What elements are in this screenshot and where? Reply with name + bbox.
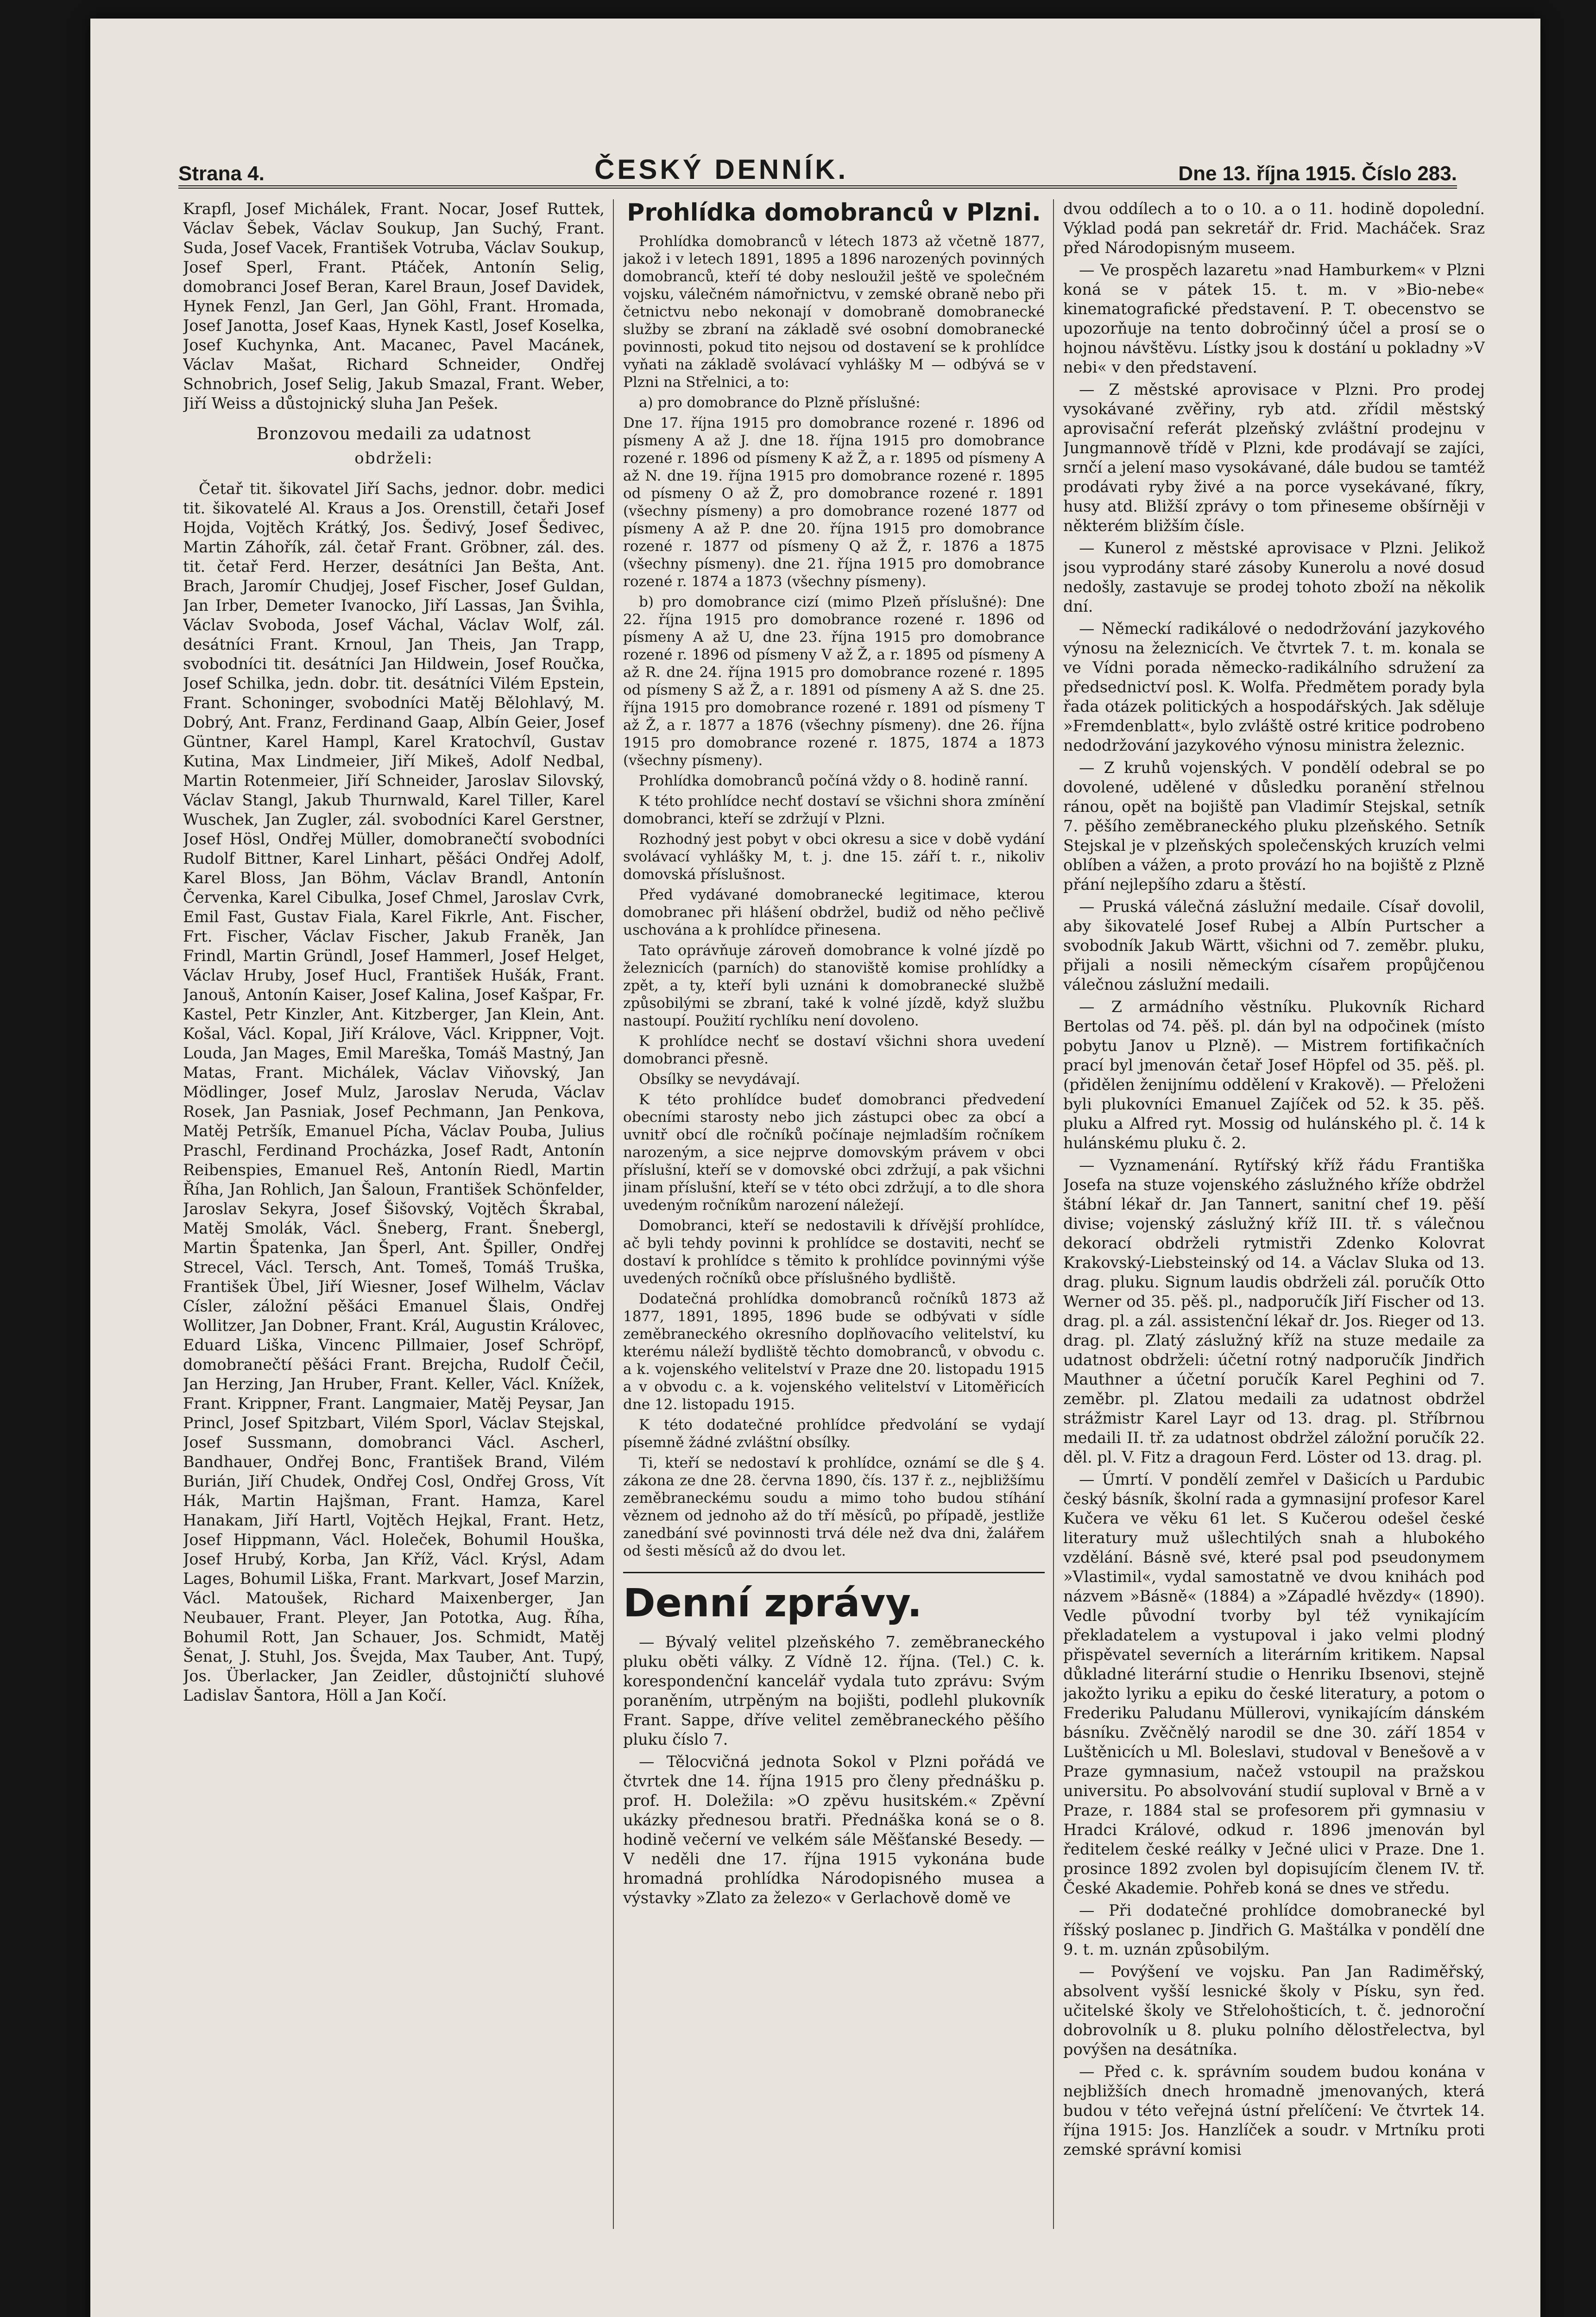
article-paragraph: Obsílky se nevydávají. (639, 1071, 801, 1088)
newspaper-page (90, 19, 1540, 2317)
column-2 (623, 199, 1045, 2285)
schedule-list: Dne 17. října 1915 pro domobrance rozené r. 1896 od písmeny A až J. dne 18. října 1915 pro domobrance rozené r. 1896 od písmeny K až Ž, a r. 1895 od písmeny A až N. dne 19. října 1915 pro domobrance rozené r. 1895 od písmeny O až Ž, pro domobrance rozené r. 1891 (všechny písmeny) a pro domobrance rozené 1877 od písmeny A až P. dne 20. října 1915 pro domobrance rozené r. 1877 od písmeny Q až Ž, r. 1876 a 1875 (všechny písmeny). dne 21. října 1915 pro domobrance rozené r. 1874 a 1873 (všechny písmeny). (623, 415, 1045, 590)
column-1 (183, 199, 605, 2285)
article-paragraph: Tato oprávňuje zároveň domobrance k volné jízdě po železnicích (parních) do stanoviště komise prohlídky a zpět, a ty, kteří byli uznáni k domobranecké službě způsobilými se zbraní, také k volné jízdě, když službu nastoupí. Použití rychlíku není dovoleno. (623, 942, 1045, 1029)
article-paragraph: Rozhodný jest pobyt v obci okresu a sice v době vydání svolávací vyhlášky M, t. j. dne 15. září t. r., nikoliv domovská příslušnost. (623, 831, 1045, 883)
article-paragraph: Prohlídka domobranců v létech 1873 až včetně 1877, jakož i v letech 1891, 1895 a 1896 narozených povinných domobranců, kteří té doby nesloužil ještě ve společném vojsku, válečném námořnictvu, v zemské obraně nebo při četnictvu nebo nekonají v domobraně domobranecké služby se zbraní na základě své osobní domobranecké povinnosti, pokud tito nejsou od dostavení se k prohlídce vyňati na základě svolávací vyhlášky M — odbývá se v Plzni na Střelnici, a to: (623, 233, 1045, 391)
news-item: — Bývalý velitel plzeňského 7. zeměbraneckého pluku oběti války. Z Vídně 12. října. (Tel.) C. k. korespondenční kancelář vydala tuto zprávu: Svým poraněním, utrpěným na bojišti, podlehl plukovník Frant. Sappe, dříve velitel zeměbraneckého pěšího pluku číslo 7. (623, 1633, 1045, 1748)
article-heading: Prohlídka domobranců v Plzni. (627, 199, 1041, 227)
news-item: — Německí radikálové o nedodržování jazykového výnosu na železnicích. Ve čtvrtek 7. t. m. konala se ve Vídni porada německo-radikálního sdružení za předsednictví posl. K. Wolfa. Předmětem porady byla řada otázek politických a hospodářských. Jak sděluje »Fremdenblatt«, bylo zvláště ostré kritice podrobeno nedodržování jazykového výnosu ministra železnic. (1063, 620, 1485, 754)
article-paragraph: a) pro domobrance do Plzně příslušné: (639, 394, 921, 411)
masthead (178, 153, 1457, 189)
news-item: — Z kruhů vojenských. V pondělí odebral se po dovolené, udělené v důsledku poranění střelnou ránou, opět na bojiště pan Vladimír Stejskal, setník 7. pěšího zeměbraneckého pluku plzeňského. Setník Stejskal je v plzeňských společenských kruzích velmi oblíben a vážen, a proto provází ho na bojiště z Plzně přání nejlepšího zdaru a štěstí. (1063, 759, 1485, 893)
page-number: Strana 4. (178, 162, 265, 185)
news-item: dvou oddílech a to o 10. a o 11. hodině dopolední. Výklad podá pan sekretář dr. Frid. Macháček. Sraz před Národopisným museem. (1063, 200, 1485, 257)
medal-names-list: Četař tit. šikovatel Jiří Sachs, jednor. dobr. medici tit. šikovatelé Al. Kraus a Jos. Orenstill, četaři Josef Hojda, Vojtěch Krátký, Jos. Šedivý, Josef Šedivec, Martin Záhořík, zál. četař Frant. Gröbner, zál. des. tit. četař Ferd. Herzer, desátníci Jan Bešta, Ant. Brach, Jaromír Chudjej, Josef Fischer, Josef Guldan, Jan Irber, Demeter Ivanocko, Jiří Lassas, Jan Švihla, Václav Svoboda, Josef Váchal, Václav Wolf, zál. desátníci Frant. Krnoul, Jan Theis, Jan Trapp, svobodníci tit. desátníci Jan Hildwein, Josef Roučka, Josef Schilka, jedn. dobr. tit. desátníci Vilém Epstein, Frant. Schoninger, svobodníci Matěj Bělohlavý, M. Dobrý, Ant. Franz, Ferdinand Gaap, Albín Geier, Josef Güntner, Karel Hampl, Karel Kratochvíl, Gustav Kutina, Max Lindmeier, Jiří Mikeš, Adolf Nedbal, Martin Rotenmeier, Jiří Schneider, Jaroslav Silovský, Václav Stangl, Jakub Thurnwald, Karel Tiller, Karel Wuschek, Jan Zugler, zál. svobodníci Karel Gerstner, Josef Hösl, Ondřej Müller, domobranečtí svobodníci Rudolf Bittner, Karel Linhart, pěšáci Ondřej Adolf, Karel Bloss, Jan Böhm, Václav Brandl, Antonín Červenka, Karel Cibulka, Josef Chmel, Jaroslav Cvrk, Emil Fast, Gustav Fiala, Karel Fikrle, Ant. Fischer, Frt. Fischer, Václav Fischer, Jakub Franěk, Jan Frindl, Martin Gründl, Josef Hammerl, Josef Helget, Václav Hruby, Josef Hucl, František Hušák, Frant. Janouš, Antonín Kaiser, Josef Kalina, Josef Kašpar, Fr. Kastel, Petr Kinzler, Ant. Kitzberger, Jan Klein, Ant. Košal, Václ. Kopal, Jiří Králove, Václ. Krippner, Vojt. Louda, Jan Mages, Emil Mareška, Tomáš Mastný, Jan Matas, Frant. Michálek, Václav Viňovský, Jan Mödlinger, Josef Mulz, Jaroslav Neruda, Václav Rosek, Jan Pasniak, Josef Pechmann, Jan Penkova, Matěj Petršík, Emanuel Pícha, Václav Pouba, Julius Praschl, Ferdinand Procházka, Josef Radt, Antonín Reibenspies, Emanuel Reš, Antonín Riedl, Martin Říha, Jan Rohlich, Jan Šaloun, František Schönfelder, Jaroslav Sekyra, Josef Šišovský, Vojtěch Škrabal, Matěj Smolák, Václ. Šneberg, Frant. Šnebergl, Martin Špatenka, Jan Šperl, Ant. Špiller, Ondřej Strecel, Václ. Tersch, Ant. Tomeš, Tomáš Truška, František Übel, Jiří Wiesner, Josef Wilhelm, Václav Císler, záložní pěšáci Emanuel Šlais, Ondřej Wollitzer, Jan Dobner, Frant. Král, Augustin Královec, Eduard Liška, Vincenc Pillmaier, Josef Schröpf, domobranečtí pěšáci Frant. Brejcha, Rudolf Čečil, Jan Herzing, Jan Hruber, Frant. Keller, Václ. Knížek, Frant. Krippner, Frant. Langmaier, Matěj Peysar, Jan Princl, Josef Spitzbart, Vilém Sporl, Václav Stejskal, Josef Sussmann, domobranci Václ. Ascherl, Bandhauer, Ondřej Bonc, František Brand, Vilém Burián, Jiří Chudek, Ondřej Cosl, Ondřej Gross, Vít Hák, Martin Hajšman, Frant. Hamza, Karel Hanakam, Jiří Hartl, Vojtěch Hejkal, Frant. Hetz, Josef Hippmann, Václ. Holeček, Bohumil Houška, Josef Hrubý, Korba, Jan Kříž, Václ. Krýsl, Adam Lages, Bohumil Liška, Frant. Markvart, Josef Marzin, Václ. Matoušek, Richard Maixenberger, Jan Neubauer, Frant. Pleyer, Jan Pototka, Aug. Říha, Bohumil Rott, Jan Schauer, Jos. Schmidt, Matěj Šenat, J. Stuhl, Jos. Švejda, Max Tauber, Ant. Tupý, Jos. Überlacker, Jan Zeidler, důstojničtí sluhové Ladislav Šantora, Höll a Jan Kočí. (183, 480, 605, 1704)
article-paragraph: Dodatečná prohlídka domobranců ročníků 1873 až 1877, 1891, 1895, 1896 bude se odbývati v sídle zeměbraneckého okresního doplňovacího velitelství, ku kterému náleží bydliště těchto domobranců, v obvodu c. a k. vojenského velitelství v Praze dne 20. listopadu 1915 a v obvodu c. a k. vojenského velitelství v Litoměřicích dne 12. listopadu 1915. (623, 1291, 1045, 1413)
article-paragraph: Domobranci, kteří se nedostavili k dřívější prohlídce, ač byli tehdy povinni k prohlídce se dostaviti, nechť se dostaví k prohlídce s těmito k prohlídce povinnými výše uvedených ročníků obce příslušného bydliště. (623, 1217, 1045, 1287)
section-rule (623, 1572, 1045, 1573)
news-item: — Tělocvičná jednota Sokol v Plzni pořádá ve čtvrtek dne 14. října 1915 pro členy přednášku p. prof. H. Doležila: »O zpěvu husitském.« Zpěvní ukázky přednesou bratři. Přednáška koná se o 8. hodině večerní ve velkém sále Měšťanské Besedy. — V neděli dne 17. října 1915 vykonána bude hromadná prohlídka Národopisného musea a výstavky »Zlato za železo« v Gerlachově domě ve (623, 1753, 1045, 1907)
news-item: — Před c. k. správním soudem budou konána v nejbližších dnech hromadně jmenovaných, která budou v této veřejná ústní přelíčení: Ve čtvrtek 14. října 1915: Jos. Hanzlíček a soudr. v Mrtníku proti zemské správní komisi (1063, 2063, 1485, 2159)
news-item: — Kunerol z městské aprovisace v Plzni. Jelikož jsou vyprodány staré zásoby Kunerolu a nové dosud nedošly, zastavuje se prodej tohoto zboží na několik dní. (1063, 539, 1485, 615)
schedule-list: b) pro domobrance cizí (mimo Plzeň příslušné): Dne 22. října 1915 pro domobrance rozené r. 1896 od písmeny A až U, dne 23. října 1915 pro domobrance rozené r. 1896 od písmeny V až Ž, a r. 1895 od písmeny A až R. dne 24. října 1915 pro domobrance rozené r. 1895 od písmeny S až Ž, a r. 1891 od písmeny A až S. dne 25. října 1915 pro domobrance rozené r. 1891 od písmeny T až Ž, a r. 1877 a 1876 (všechny písmeny). dne 26. října 1915 pro domobrance rozené r. 1875, 1874 a 1873 (všechny písmeny). (623, 594, 1045, 769)
medal-heading: Bronzovou medaili za udatnost (256, 424, 531, 443)
news-item: — Ve prospěch lazaretu »nad Hamburkem« v Plzni koná se v pátek 15. t. m. v »Bio-nebe« kinematografické představení. P. T. obecenstvo se upozorňuje na tento dobročinný účel a prosí se o hojnou návštěvu. Lístky jsou k dostání u pokladny »V nebi« v den představení. (1063, 261, 1485, 376)
article-paragraph: K této prohlídce budeť domobranci předvedení obecními starosty nebo jich zástupci obec za obcí a uvnitř obcí dle ročníků počínaje nejmladším ročníkem narozeným, a sice nejprve domovským právem v obci příslušní, kteří se v domovské obci zdržují, a pak všichni jinam příslušní, kteří se v této obci zdržují, a to dle shora uvedeným ročníkům narození náležejí. (623, 1091, 1045, 1214)
article-paragraph: K této dodatečné prohlídce předvolání se vydají písemně žádné zvláštní obsílky. (623, 1417, 1045, 1451)
article-paragraph: K této prohlídce nechť dostaví se všichni shora zmínění domobranci, kteří se zdržují v Plzni. (623, 793, 1045, 827)
news-item: — Vyznamenání. Rytířský kříž řádu Františka Josefa na stuze vojenského záslužného kříže obdržel štábní lékař dr. Jan Tannert, sanitní chef 19. pěší divise; vojenský záslužný kříž III. tř. s válečnou dekorací obdrželi rytmistři Zdenko Kolovrat Krakovský-Liebsteinský od 14. a Václav Sluka od 13. drag. pluku. Signum laudis obdrželi zál. poručík Otto Werner od 35. pěš. pl., nadporučík Jiří Fischer od 13. drag. pl. a zál. assistenční lékař dr. Jos. Rieger od 13. drag. pl. Zlatý záslužný kříž na stuze medaile za udatnost obdrželi: účetní rotný nadporučík Jindřich Mauthner a účetní poručík Karel Peghini od 7. zeměbr. pl. Zlatou medaili za udatnost obdržel strážmistr Karel Layr od 13. drag. pl. Stříbrnou medaili II. tř. za udatnost obdržel záložní poručík 22. děl. pl. V. Fitz a dragoun Ferd. Löster od 13. drag. pl. (1063, 1156, 1485, 1466)
news-item: — Povýšení ve vojsku. Pan Jan Radiměřský, absolvent vyšší lesnické školy v Písku, syn řed. učitelské školy ve Střelohošticích, t. č. jednoroční dobrovolník u 8. pluku polního dělostřelectva, byl povýšen na desátníka. (1063, 1962, 1485, 2058)
column-3 (1063, 199, 1485, 2285)
medal-subheading: obdrželi: (354, 449, 433, 468)
news-item: — Z armádního věstníku. Plukovník Richard Bertolas od 74. pěš. pl. dán byl na odpočinek (místo pobytu Janov u Plzně). — Mistrem fortifikačních prací byl jmenován četař Josef Höpfel od 35. pěš. pl. (přidělen ženijnímu oddělení v Krakově). — Přeloženi byli plukovníci Emanuel Zajíček od 52. k 35. pěš. pluku a Alfred ryt. Mossig od hulánského pl. č. 14 k hulánskému pluku č. 2. (1063, 998, 1485, 1152)
section-title: Denní zprávy. (623, 1580, 922, 1626)
article-paragraph: K prohlídce nechť se dostaví všichni shora uvedení domobranci přesně. (623, 1033, 1045, 1067)
newspaper-title: ČESKÝ DENNÍK. (594, 154, 849, 185)
news-item: — Při dodatečné prohlídce domobranecké byl říšský poslanec p. Jindřich G. Maštálka v pondělí dne 9. t. m. uznán způsobilým. (1063, 1901, 1485, 1958)
news-item: — Z městské aprovisace v Plzni. Pro prodej vysokávané zvěřiny, ryb atd. zřídil městský aprovisační referát plzeňský zvláštní prodejnu v Jungmannově třídě v Plzni, kde prodávají se zajíci, srnčí a jelení maso vysokávané, dále budou se tamtéž prodávati ryby živé a na porce vysekávané, fíkry, husy atd. Bližší zprávy o tom přineseme obšírněji v některém bližším čísle. (1063, 380, 1485, 535)
article-paragraph: Prohlídka domobranců počíná vždy o 8. hodině ranní. (639, 772, 1028, 789)
article-paragraph: Ti, kteří se nedostaví k prohlídce, oznámí se dle § 4. zákona ze dne 28. června 1890, čís. 137 ř. z., nejbližšímu zeměbraneckému soudu a mimo toho budou stíhání věznem od jednoho až do tří měsíců, po případě, jestliže zanedbání své povinnosti trvá déle než dva dni, žalářem od šesti měsíců až do dvou let. (623, 1455, 1045, 1559)
news-item: — Úmrtí. V pondělí zemřel v Dašicích u Pardubic český básník, školní rada a gymnasijní profesor Karel Kučera ve věku 61 let. S Kučerou odešel české literatury muž ušlechtilých snah a hlubokého vzdělání. Básně své, které psal pod pseudonymem »Vlastimil«, vydal samostatně ve dvou knihách pod názvem »Básně« (1884) a »Západlé hvězdy« (1890). Vedle původní tvorby byl též vynikajícím překladatelem a vystupoval i jako velmi plodný přispěvatel severních a literárním kritikem. Napsal důkladné literární studie o Henriku Ibsenovi, stejně jakožto lyriku a epiku do české literatury, a potom o Frederiku Paludanu Müllerovi, vynikajícím dánském básníku. Zvěčnělý narodil se dne 30. září 1854 v Luštěnicích u Ml. Boleslavi, studoval v Benešově a v Praze gymnasium, načež vstoupil na pražskou universitu. Po absolvování studií suploval v Brně a v Praze, r. 1884 stal se profesorem při gymnasiu v Hradci Králové, odkud r. 1896 jmenován byl ředitelem české reálky v Ječné ulici v Praze. Dne 1. prosince 1892 zvolen byl dopisujícím členem IV. tř. České Akademie. Pohřeb koná se dnes ve středu. (1063, 1470, 1485, 1897)
issue-date: Dne 13. října 1915. Číslo 283. (1178, 162, 1457, 185)
column-divider (613, 199, 614, 2229)
names-list: Krapfl, Josef Michálek, Frant. Nocar, Josef Ruttek, Václav Šebek, Václav Soukup, Jan Suchý, Frant. Suda, Josef Vacek, František Votruba, Václav Soukup, Josef Sperl, Frant. Ptáček, Antonín Selig, domobranci Josef Beran, Karel Braun, Josef Davidek, Hynek Fenzl, Jan Gerl, Jan Göhl, Frant. Hromada, Josef Janotta, Josef Kaas, Hynek Kastl, Josef Koselka, Josef Kuchynka, Ant. Macanec, Pavel Macánek, Václav Mašat, Richard Schneider, Ondřej Schnobrich, Josef Selig, Jakub Smazal, Frant. Weber, Jiří Weiss a důstojnický sluha Jan Pešek. (183, 200, 605, 412)
column-divider (1053, 199, 1054, 2229)
news-item: — Pruská válečná záslužní medaile. Císař dovolil, aby šikovatelé Josef Rubej a Albín Purtscher a svobodník Jakub Wärtt, všichni od 7. zeměbr. pluku, přijali a nosili německým císařem propůjčenou válečnou záslužní medaili. (1063, 898, 1485, 994)
article-paragraph: Před vydávané domobranecké legitimace, kterou domobranec při hlášení obdržel, budiž od něho pečlivě uschována a k prohlídce přinesena. (623, 886, 1045, 938)
